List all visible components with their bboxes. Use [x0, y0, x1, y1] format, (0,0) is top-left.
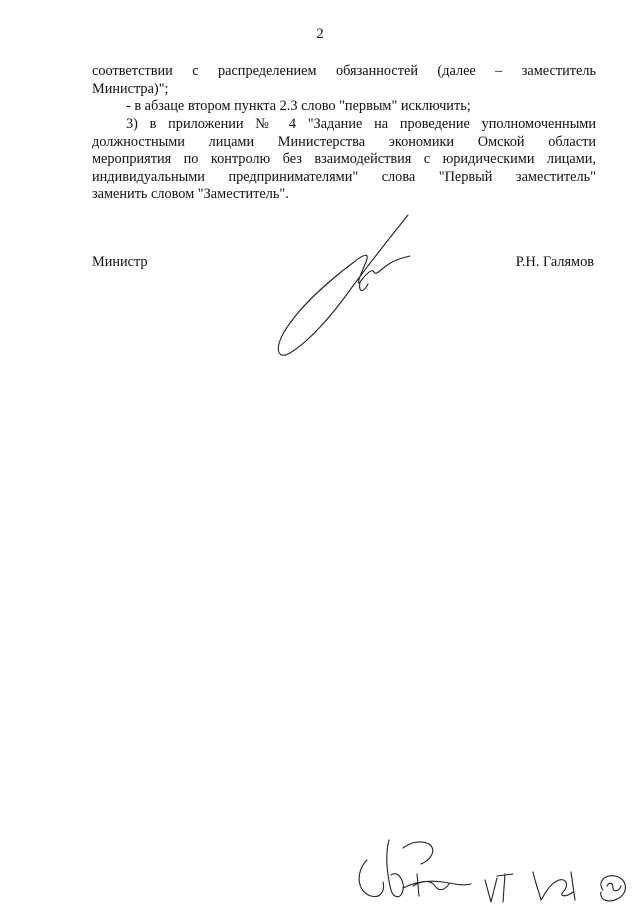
text-line: соответствии с распределением обязанностей (далее – заместитель	[92, 63, 596, 79]
paragraph-continuation	[92, 63, 596, 98]
text-line: 3) в приложении № 4 "Задание на проведение уполномоченными	[126, 116, 596, 132]
paragraph-item-3	[92, 116, 596, 204]
page-number: 2	[316, 26, 324, 42]
text-line: индивидуальными предпринимателями" слова "Первый заместитель"	[92, 168, 596, 185]
text-line: Министра)";	[92, 80, 169, 97]
paragraph-item-2-3	[92, 98, 596, 116]
text-line: должностными лицами Министерства экономики Омской области	[92, 133, 596, 150]
text-line: - в абзаце втором пункта 2.3 слово "первым" исключить;	[126, 98, 471, 114]
handwritten-signature	[268, 210, 428, 360]
signatory-title: Министр	[92, 254, 148, 270]
text-line: мероприятия по контролю без взаимодействия с юридическими лицами,	[92, 151, 596, 168]
signatory-name: Р.Н. Галямов	[515, 254, 594, 270]
approval-initials	[345, 820, 635, 905]
text-line: заменить словом "Заместитель".	[92, 186, 289, 203]
